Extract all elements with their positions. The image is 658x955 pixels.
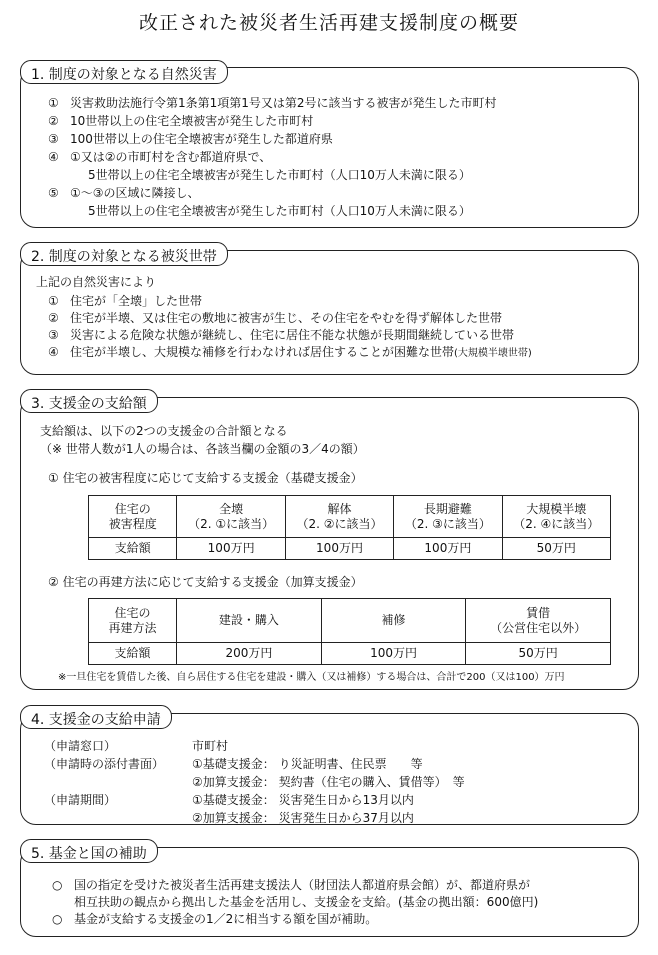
- table1-col-4: [502, 496, 610, 538]
- table2-col-2: [321, 599, 466, 643]
- table2-col-1: [177, 599, 322, 643]
- table1-col-3: [394, 496, 502, 538]
- s1-item-5: [48, 186, 200, 201]
- s2-mark-4: ④: [48, 345, 59, 359]
- s3-sub-1: ① 住宅の被害程度に応じて支給する支援金（基礎支援金）: [48, 471, 363, 485]
- s2-intro: 上記の自然災害により: [36, 275, 157, 289]
- page-title: 改正された被災者生活再建支援制度の概要: [138, 12, 519, 34]
- s2-item-3: [48, 328, 514, 343]
- table2-rowhead-1b: 再建方法: [108, 620, 157, 635]
- table2-col-1-a: 建設・購入: [218, 613, 279, 627]
- table1-col-4-b: （2. ④に該当）: [513, 516, 600, 531]
- s2-item-2: [48, 311, 502, 326]
- table1-amount-3: 100万円: [394, 538, 502, 560]
- s5-text-1: 国の指定を受けた被災者生活再建支援法人（財団法人都道府県会館）が、都道府県が: [74, 878, 531, 892]
- table2-rowhead-2: 支給額: [89, 643, 177, 665]
- s3-sub-2: ② 住宅の再建方法に応じて支給する支援金（加算支援金）: [48, 575, 363, 589]
- s1-mark-4: ④: [48, 150, 59, 164]
- s2-text-3: 災害による危険な状態が継続し、住宅に居住不能な状態が長期間継続している世帯: [70, 328, 515, 342]
- s4-label-1: （申請窓口）: [44, 739, 117, 753]
- s4-value-3: ②加算支援金： 契約書（住宅の購入、賃借等） 等: [192, 775, 465, 789]
- s5-item-1-cont: 相互扶助の観点から拠出した基金を活用し、支援金を支給。(基金の拠出額：600億円): [74, 895, 539, 909]
- s1-text-1: 災害救助法施行令第1条第1項第1号又は第2号に該当する被害が発生した市町村: [70, 96, 497, 110]
- s1-text-3: 100世帯以上の住宅全壊被害が発生した都道府県: [70, 132, 333, 146]
- table1-amount-1: 100万円: [177, 538, 285, 560]
- s4-value-5: ②加算支援金： 災害発生日から37月以内: [192, 811, 414, 825]
- s1-mark-5: ⑤: [48, 186, 59, 200]
- s5-item-1: [52, 878, 530, 893]
- section-3-heading: 3. 支援金の支給額: [20, 389, 158, 413]
- s4-value-2: ①基礎支援金： り災証明書、住民票 等: [192, 757, 423, 771]
- table1-rowhead-1a: 住宅の: [114, 501, 151, 516]
- s5-mark-1: ○: [52, 878, 63, 892]
- table1-col-2-a: 解体: [327, 501, 352, 516]
- s2-mark-1: ①: [48, 294, 59, 308]
- s1-item-3: [48, 132, 333, 147]
- table1-col-3-a: 長期避難: [423, 501, 472, 516]
- section-5-heading: 5. 基金と国の補助: [20, 839, 158, 863]
- s4-label-2: （申請時の添付書面）: [44, 757, 165, 771]
- table2-col-3-a: 賃借: [526, 605, 551, 620]
- s1-item-1: [48, 96, 497, 111]
- s2-mark-2: ②: [48, 311, 59, 325]
- s2-text-1: 住宅が「全壊」した世帯: [70, 294, 203, 308]
- s3-intro-1: 支給額は、以下の2つの支援金の合計額となる: [40, 424, 288, 438]
- table2-amount-3: 50万円: [466, 643, 611, 665]
- section-2-heading: 2. 制度の対象となる被災世帯: [20, 242, 228, 266]
- table2-rowhead-1: [89, 599, 177, 643]
- s2-item-1: [48, 294, 202, 309]
- s4-value-1: 市町村: [192, 739, 229, 753]
- s4-value-4: ①基礎支援金： 災害発生日から13月以内: [192, 793, 414, 807]
- s2-text-2: 住宅が半壊、又は住宅の敷地に被害が生じ、その住宅をやむを得ず解体した世帯: [70, 311, 503, 325]
- table1-col-1-a: 全壊: [219, 501, 244, 516]
- s2-item-4: [48, 345, 532, 361]
- s2-text-4: 住宅が半壊し、大規模な補修を行わなければ居住することが困難な世帯: [70, 345, 455, 359]
- table1-col-1: [177, 496, 285, 538]
- s1-item-4: [48, 150, 271, 165]
- s5-text-2: 基金が支給する支援金の1／2に相当する額を国が補助。: [74, 912, 378, 926]
- table2-col-3-b: （公営住宅以外）: [490, 620, 587, 635]
- table1-col-4-a: 大規模半壊: [526, 501, 587, 516]
- table2-amount-2: 100万円: [321, 643, 466, 665]
- section-4-heading: 4. 支援金の支給申請: [20, 705, 172, 729]
- s1-text-5: ①～③の区域に隣接し、: [70, 186, 200, 200]
- s1-text-2: 10世帯以上の住宅全壊被害が発生した市町村: [70, 114, 314, 128]
- s1-text-4: ①又は②の市町村を含む都道府県で、: [70, 150, 272, 164]
- table1-rowhead-1: [89, 496, 177, 538]
- s5-item-2: [52, 912, 377, 927]
- table2-col-3: [466, 599, 611, 643]
- table2-rowhead-1a: 住宅の: [114, 605, 151, 620]
- s1-item-5-cont: 5世帯以上の住宅全壊被害が発生した市町村（人口10万人未満に限る）: [88, 204, 471, 218]
- s4-label-4: （申請期間）: [44, 793, 117, 807]
- s1-mark-2: ②: [48, 114, 59, 128]
- s2-mark-3: ③: [48, 328, 59, 342]
- s3-intro-2: （※ 世帯人数が1人の場合は、各該当欄の金額の3／4の額）: [40, 442, 365, 456]
- additional-support-table: [88, 598, 611, 665]
- s1-mark-3: ③: [48, 132, 59, 146]
- s3-note: ※一旦住宅を賃借した後、自ら居住する住宅を建設・購入（又は補修）する場合は、合計で200（又は100）万円: [58, 672, 565, 683]
- table2-col-2-a: 補修: [381, 613, 406, 627]
- table1-amount-4: 50万円: [502, 538, 610, 560]
- basic-support-table: [88, 495, 611, 560]
- section-1-heading: 1. 制度の対象となる自然災害: [20, 60, 228, 84]
- table1-col-3-b: （2. ③に該当）: [404, 516, 491, 531]
- s2-note-4: (大規模半壊世帯): [454, 348, 532, 359]
- table1-col-1-b: （2. ①に該当）: [188, 516, 275, 531]
- s1-item-4-cont: 5世帯以上の住宅全壊被害が発生した市町村（人口10万人未満に限る）: [88, 168, 471, 182]
- table1-rowhead-1b: 被害程度: [108, 516, 157, 531]
- table1-rowhead-2: 支給額: [89, 538, 177, 560]
- table2-amount-1: 200万円: [177, 643, 322, 665]
- s5-mark-2: ○: [52, 912, 63, 926]
- table1-col-2-b: （2. ②に該当）: [296, 516, 383, 531]
- s1-mark-1: ①: [48, 96, 59, 110]
- table1-col-2: [285, 496, 393, 538]
- s1-item-2: [48, 114, 313, 129]
- table1-amount-2: 100万円: [285, 538, 393, 560]
